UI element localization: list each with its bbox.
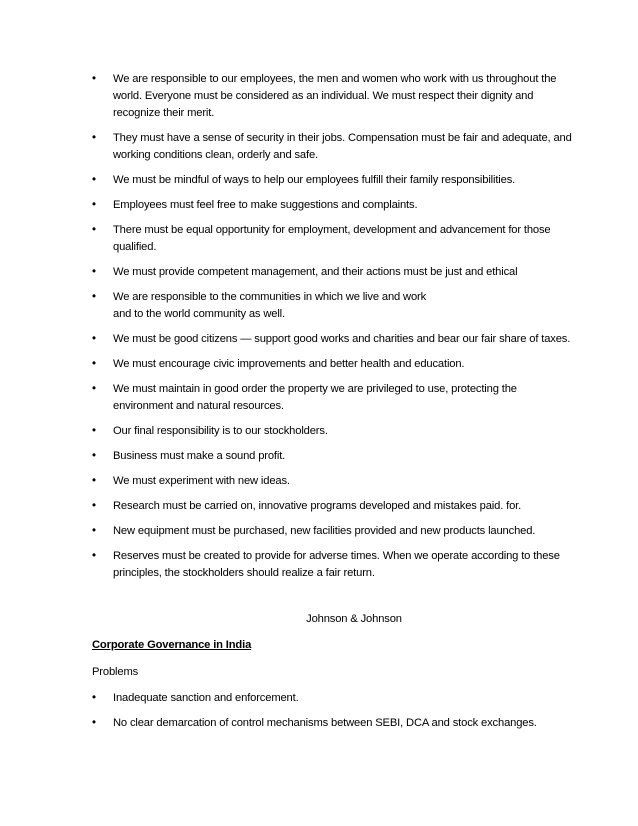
list-item (0, 381, 638, 415)
bullet-icon: • (92, 291, 96, 303)
problems-subheading: Problems (92, 666, 139, 678)
list-item (0, 448, 638, 465)
list-item-text: environment and natural resources. (113, 400, 284, 412)
bullet-icon: • (92, 692, 96, 704)
list-item (0, 523, 638, 540)
bullet-icon: • (92, 199, 96, 211)
list-item-text: We must encourage civic improvements and better health and education. (113, 358, 465, 370)
list-item-text: Our final responsibility is to our stockholders. (113, 425, 328, 437)
list-item (0, 197, 638, 214)
list-item-text: We are responsible to the communities in which we live and work (113, 291, 427, 303)
list-item-text: We must be good citizens — support good works and charities and bear our fair share of taxes. (113, 333, 571, 345)
list-item-text: New equipment must be purchased, new facilities provided and new products launched. (113, 525, 536, 537)
list-item-text: We must experiment with new ideas. (113, 475, 290, 487)
bullet-icon: • (92, 500, 96, 512)
list-item-text: Research must be carried on, innovative programs developed and mistakes paid. for. (113, 500, 522, 512)
list-item (0, 548, 638, 582)
list-item-text: Business must make a sound profit. (113, 450, 286, 462)
list-item (0, 289, 638, 323)
list-item-text: qualified. (113, 241, 157, 253)
list-item-text: principles, the stockholders should realize a fair return. (113, 567, 375, 579)
list-item (0, 172, 638, 189)
list-item (0, 71, 638, 122)
list-item-text: We must be mindful of ways to help our employees fulfill their family responsibilities. (113, 174, 516, 186)
list-item-text: There must be equal opportunity for employment, development and advancement for those (113, 224, 551, 236)
list-item (0, 473, 638, 490)
bullet-icon: • (92, 132, 96, 144)
bullet-icon: • (92, 73, 96, 85)
list-item (0, 222, 638, 256)
list-item-text: We must provide competent management, and their actions must be just and ethical (113, 266, 518, 278)
list-item-text: Employees must feel free to make suggestions and complaints. (113, 199, 418, 211)
bullet-icon: • (92, 383, 96, 395)
list-item (0, 423, 638, 440)
problems-list (0, 690, 638, 740)
list-item-text: Inadequate sanction and enforcement. (113, 692, 299, 704)
bullet-icon: • (92, 425, 96, 437)
bullet-icon: • (92, 550, 96, 562)
bullet-icon: • (92, 174, 96, 186)
bullet-icon: • (92, 717, 96, 729)
bullet-icon: • (92, 358, 96, 370)
list-item (0, 690, 638, 707)
list-item (0, 331, 638, 348)
list-item-text: We are responsible to our employees, the men and women who work with us throughout the (113, 73, 557, 85)
list-item-text: Reserves must be created to provide for adverse times. When we operate according to these (113, 550, 560, 562)
list-item (0, 356, 638, 373)
list-item-text: They must have a sense of security in their jobs. Compensation must be fair and adequate, and (113, 132, 572, 144)
bullet-icon: • (92, 266, 96, 278)
list-item-text: recognize their merit. (113, 107, 215, 119)
section-heading: Corporate Governance in India (92, 639, 252, 651)
list-item-text: world. Everyone must be considered as an individual. We must respect their dignity and (113, 90, 534, 102)
bullet-icon: • (92, 224, 96, 236)
list-item (0, 498, 638, 515)
list-item-text: working conditions clean, orderly and safe. (113, 149, 318, 161)
list-item-text: No clear demarcation of control mechanisms between SEBI, DCA and stock exchanges. (113, 717, 537, 729)
bullet-icon: • (92, 333, 96, 345)
responsibilities-list (0, 71, 638, 590)
signature: Johnson & Johnson (306, 613, 402, 625)
bullet-icon: • (92, 450, 96, 462)
list-item-text: We must maintain in good order the property we are privileged to use, protecting the (113, 383, 517, 395)
list-item (0, 130, 638, 164)
bullet-icon: • (92, 475, 96, 487)
list-item-text: and to the world community as well. (113, 308, 285, 320)
bullet-icon: • (92, 525, 96, 537)
list-item (0, 264, 638, 281)
list-item (0, 715, 638, 732)
